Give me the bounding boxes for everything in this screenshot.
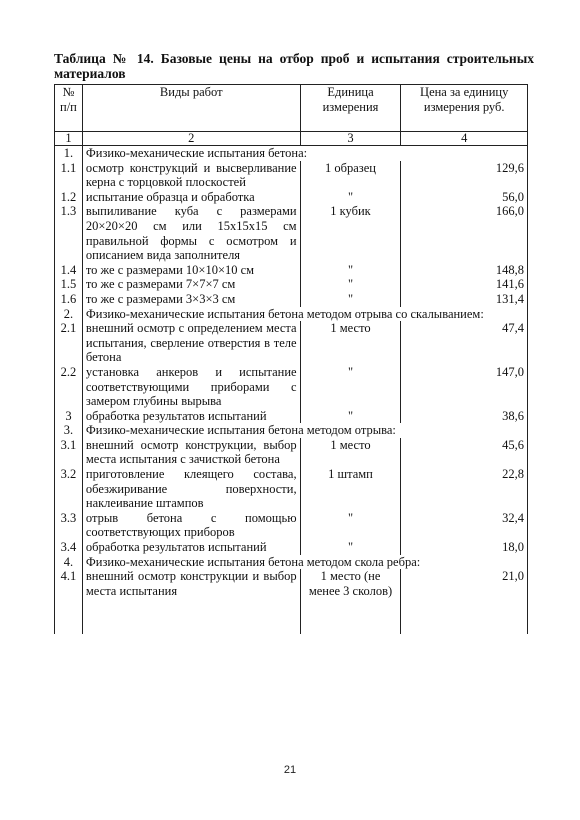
work-description: установка анкеров и испытание соответствующими приборами с замером глубины вырыва (82, 365, 300, 409)
unit-cell: " (300, 409, 401, 424)
unit-cell: " (300, 263, 401, 278)
row-number: 2.1 (55, 321, 83, 365)
price-cell: 18,0 (401, 540, 528, 555)
work-description: выпиливание куба с размерами 20×20×20 см или 15х15х15 см правильной формы с осмотром и описанием вида заполнителя (82, 204, 300, 262)
row-number: 1. (55, 146, 83, 161)
row-number: 4. (55, 555, 83, 570)
row-number: 1.4 (55, 263, 83, 278)
unit-cell: 1 кубик (300, 204, 401, 262)
header-price: Цена за единицу измерения руб. (401, 85, 528, 132)
unit-cell: 1 место (не менее 3 сколов) (300, 569, 401, 598)
row-number: 1.2 (55, 190, 83, 205)
row-number: 2.2 (55, 365, 83, 409)
table-row (55, 321, 528, 365)
unit-cell: " (300, 292, 401, 307)
unit-cell: " (300, 511, 401, 540)
header-unit: Единица измерения (300, 85, 401, 132)
row-number: 3 (55, 409, 83, 424)
empty-cell (300, 598, 401, 634)
price-cell: 131,4 (401, 292, 528, 307)
unit-cell: " (300, 365, 401, 409)
price-cell: 129,6 (401, 161, 528, 190)
section-heading: Физико-механические испытания бетона методом скола ребра: (82, 555, 527, 570)
row-number: 3.1 (55, 438, 83, 467)
work-description: обработка результатов испытаний (82, 409, 300, 424)
row-number: 3.2 (55, 467, 83, 511)
table-body (55, 146, 528, 635)
section-row (55, 146, 528, 161)
table-row (55, 190, 528, 205)
table-row (55, 409, 528, 424)
price-cell: 21,0 (401, 569, 528, 598)
unit-cell: 1 место (300, 321, 401, 365)
table-row (55, 263, 528, 278)
unit-cell: 1 образец (300, 161, 401, 190)
row-number: 1.6 (55, 292, 83, 307)
price-cell: 148,8 (401, 263, 528, 278)
table-row (55, 161, 528, 190)
unit-cell: " (300, 540, 401, 555)
page-number: 21 (283, 764, 297, 776)
work-description: отрыв бетона с помощью соответствующих приборов (82, 511, 300, 540)
price-cell: 38,6 (401, 409, 528, 424)
section-heading: Физико-механические испытания бетона методом отрыва со скалыванием: (82, 307, 527, 322)
work-description: внешний осмотр с определением места испытания, сверление отверстия в теле бетона (82, 321, 300, 365)
work-description: приготовление клеящего состава, обезжиривание поверхности, наклеивание штампов (82, 467, 300, 511)
header-col-2: 2 (82, 132, 300, 146)
work-description: испытание образца и обработка (82, 190, 300, 205)
unit-cell: " (300, 190, 401, 205)
section-heading: Физико-механические испытания бетона: (82, 146, 527, 161)
row-number: 4.1 (55, 569, 83, 598)
table-row (55, 511, 528, 540)
unit-cell: 1 место (300, 438, 401, 467)
row-number: 2. (55, 307, 83, 322)
table-title: Таблица № 14. Базовые цены на отбор проб и испытания строительных материалов (54, 51, 534, 81)
row-number: 3.3 (55, 511, 83, 540)
table-row (55, 204, 528, 262)
row-number: 1.1 (55, 161, 83, 190)
section-row (55, 423, 528, 438)
unit-cell: 1 штамп (300, 467, 401, 511)
unit-cell: " (300, 277, 401, 292)
row-number: 1.5 (55, 277, 83, 292)
empty-cell (82, 598, 300, 634)
work-description: то же с размерами 10×10×10 см (82, 263, 300, 278)
work-description: осмотр конструкций и высверливание керна с торцовкой плоскостей (82, 161, 300, 190)
table-row (55, 569, 528, 598)
work-description: обработка результатов испытаний (82, 540, 300, 555)
price-table (54, 84, 528, 634)
price-cell: 147,0 (401, 365, 528, 409)
header-work: Виды работ (82, 85, 300, 132)
price-cell: 32,4 (401, 511, 528, 540)
section-heading: Физико-механические испытания бетона методом отрыва: (82, 423, 527, 438)
table-row (55, 540, 528, 555)
price-cell: 47,4 (401, 321, 528, 365)
table-row (55, 438, 528, 467)
header-col-1: 1 (55, 132, 83, 146)
header-num: № п/п (55, 85, 83, 132)
header-col-4: 4 (401, 132, 528, 146)
work-description: внешний осмотр конструкции, выбор места испытания с зачисткой бетона (82, 438, 300, 467)
table-row (55, 365, 528, 409)
price-cell: 141,6 (401, 277, 528, 292)
row-number: 1.3 (55, 204, 83, 262)
work-description: внешний осмотр конструкции и выбор места испытания (82, 569, 300, 598)
row-number: 3.4 (55, 540, 83, 555)
row-number: 3. (55, 423, 83, 438)
work-description: то же с размерами 7×7×7 см (82, 277, 300, 292)
price-cell: 45,6 (401, 438, 528, 467)
price-cell: 166,0 (401, 204, 528, 262)
empty-cell (55, 598, 83, 634)
header-col-3: 3 (300, 132, 401, 146)
table-row (55, 277, 528, 292)
work-description: то же с размерами 3×3×3 см (82, 292, 300, 307)
price-cell: 22,8 (401, 467, 528, 511)
table-continuation (55, 598, 528, 634)
empty-cell (401, 598, 528, 634)
price-cell: 56,0 (401, 190, 528, 205)
table-row (55, 292, 528, 307)
section-row (55, 307, 528, 322)
section-row (55, 555, 528, 570)
table-row (55, 467, 528, 511)
